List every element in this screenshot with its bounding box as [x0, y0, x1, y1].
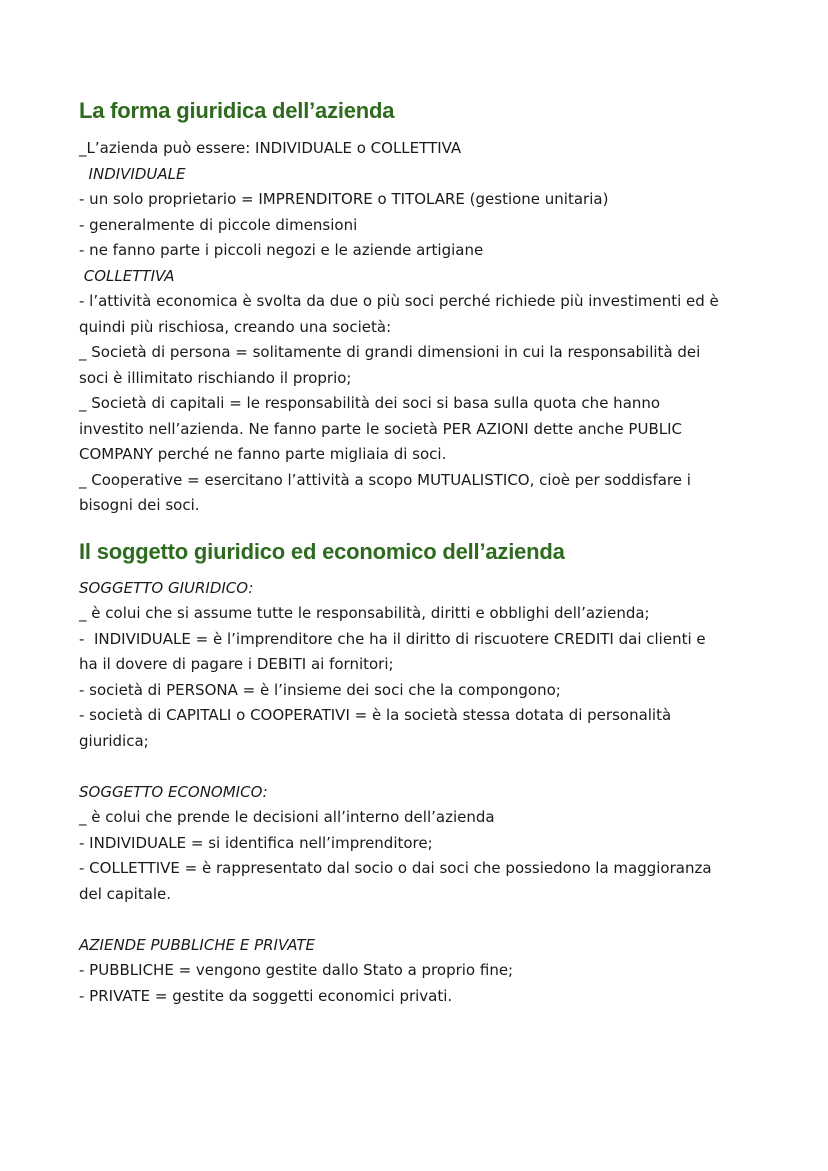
text-line: _ Società di capitali = le responsabilità dei soci si basa sulla quota che hanno: [79, 394, 661, 412]
section-title-forma-giuridica: La forma giuridica dell’azienda: [79, 98, 395, 123]
text-line: _L’azienda può essere: INDIVIDUALE o COLLETTIVA: [79, 139, 462, 157]
text-line: quindi più rischiosa, creando una società:: [79, 317, 392, 336]
text-line: - l’attività economica è svolta da due o più soci perché richiede più investimenti ed è: [79, 292, 719, 310]
paragraph-gap: [79, 907, 759, 933]
text-line: - società di CAPITALI o COOPERATIVI = è la società stessa dotata di personalità: [79, 706, 672, 724]
subheading-soggetto-giuridico: SOGGETTO GIURIDICO:: [79, 578, 254, 597]
text-line: _ è colui che prende le decisioni all’interno dell’azienda: [79, 808, 495, 826]
text-line: ha il dovere di pagare i DEBITI ai fornitori;: [79, 655, 394, 673]
text-line: - INDIVIDUALE = si identifica nell’imprenditore;: [79, 833, 433, 852]
subheading-aziende-pubbliche-private: AZIENDE PUBBLICHE E PRIVATE: [79, 935, 316, 954]
subheading-individuale: INDIVIDUALE: [79, 164, 186, 183]
document-page: [79, 96, 759, 1009]
text-line: _ è colui che si assume tutte le responsabilità, diritti e obblighi dell’azienda;: [79, 604, 650, 622]
text-line: investito nell’azienda. Ne fanno parte le società PER AZIONI dette anche PUBLIC: [79, 419, 682, 438]
section-body-soggetto: [79, 576, 759, 1010]
section-title-soggetto: Il soggetto giuridico ed economico dell’azienda: [79, 538, 565, 564]
text-line: - ne fanno parte i piccoli negozi e le aziende artigiane: [79, 241, 484, 259]
text-line: soci è illimitato rischiando il proprio;: [79, 368, 352, 387]
text-line: giuridica;: [79, 731, 149, 750]
subheading-soggetto-economico: SOGGETTO ECONOMICO:: [79, 782, 268, 801]
text-line: - generalmente di piccole dimensioni: [79, 215, 358, 234]
text-line: del capitale.: [79, 884, 172, 903]
text-line: _ Società di persona = solitamente di grandi dimensioni in cui la responsabilità dei: [79, 343, 701, 361]
section-body-forma-giuridica: [79, 136, 759, 519]
text-line: - PUBBLICHE = vengono gestite dallo Stato a proprio fine;: [79, 961, 514, 979]
paragraph-gap: [79, 754, 759, 780]
text-line: - PRIVATE = gestite da soggetti economici privati.: [79, 986, 453, 1005]
text-line: - COLLETTIVE = è rappresentato dal socio o dai soci che possiedono la maggioranza: [79, 859, 712, 877]
text-line: bisogni dei soci.: [79, 496, 200, 514]
text-line: - INDIVIDUALE = è l’imprenditore che ha il diritto di riscuotere CREDITI dai clienti e: [79, 629, 706, 648]
text-line: _ Cooperative = esercitano l’attività a scopo MUTUALISTICO, cioè per soddisfare i: [79, 470, 691, 489]
text-line: COMPANY perché ne fanno parte migliaia di soci.: [79, 445, 447, 463]
text-line: - società di PERSONA = è l’insieme dei soci che la compongono;: [79, 680, 561, 699]
subheading-collettiva: COLLETTIVA: [79, 266, 175, 285]
text-line: - un solo proprietario = IMPRENDITORE o TITOLARE (gestione unitaria): [79, 190, 609, 208]
